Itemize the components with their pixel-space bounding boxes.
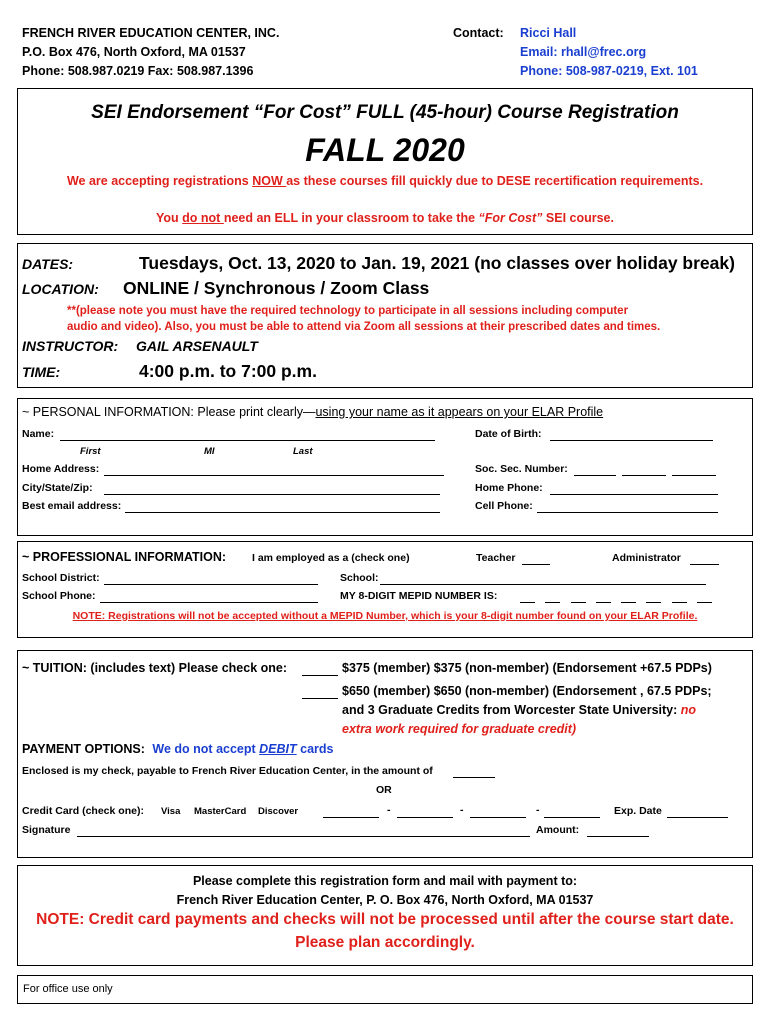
school-phone-label: School Phone: (22, 590, 96, 602)
teacher-label: Teacher (476, 552, 516, 564)
notice-ell (17, 211, 753, 225)
check-line-label: Enclosed is my check, payable to French River Education Center, in the amount of (22, 765, 433, 777)
school-district-label: School District: (22, 572, 100, 584)
time-value: 4:00 p.m. to 7:00 p.m. (139, 361, 317, 381)
tuition-option-1: $375 (member) $375 (non-member) (Endorsement +67.5 PDPs) (342, 661, 712, 675)
contact-name: Ricci Hall (520, 26, 577, 40)
mepid-digit-3[interactable] (571, 590, 586, 603)
office-use-box (17, 975, 753, 1004)
employed-label: I am employed as a (check one) (252, 552, 410, 564)
city-label: City/State/Zip: (22, 482, 93, 494)
ssn-field-2[interactable] (622, 463, 666, 476)
first-label: First (80, 446, 101, 457)
notice1-emph: NOW (252, 174, 287, 188)
mepid-digit-4[interactable] (596, 590, 611, 603)
home-address-label: Home Address: (22, 463, 100, 475)
school-field[interactable] (380, 572, 706, 585)
mastercard-option[interactable]: MasterCard (194, 806, 247, 817)
amount-label: Amount: (536, 824, 580, 836)
processing-note: NOTE: Credit card payments and checks will not be processed until after the course start date. (36, 911, 734, 928)
mepid-digit-7[interactable] (672, 590, 687, 603)
home-phone-field[interactable] (550, 482, 718, 495)
notice2-before: You (156, 211, 183, 225)
dates-label: DATES: (22, 256, 74, 272)
notice-registrations (17, 174, 753, 188)
office-use-label: For office use only (23, 983, 113, 995)
ssn-field-1[interactable] (574, 463, 616, 476)
mepid-digit-1[interactable] (520, 590, 535, 603)
card-dash-2: - (460, 804, 464, 816)
org-phone-fax: Phone: 508.987.0219 Fax: 508.987.1396 (22, 64, 254, 78)
credit-card-label: Credit Card (check one): (22, 805, 144, 817)
instructor-label: INSTRUCTOR: (22, 338, 119, 354)
mail-instructions: Please complete this registration form and mail with payment to: (192, 874, 578, 888)
mepid-digit-6[interactable] (646, 590, 661, 603)
administrator-label: Administrator (612, 552, 681, 564)
org-info (22, 24, 279, 81)
signature-label: Signature (22, 824, 71, 836)
dob-field[interactable] (550, 428, 713, 441)
ssn-label: Soc. Sec. Number: (475, 463, 568, 475)
tuition-option-2-no: no (680, 703, 697, 717)
personal-heading (22, 405, 603, 419)
exp-date-field[interactable] (667, 805, 728, 818)
discover-option[interactable]: Discover (258, 806, 299, 817)
personal-heading-text: ~ PERSONAL INFORMATION: Please print clearly— (22, 405, 316, 419)
mepid-digit-8[interactable] (697, 590, 712, 603)
org-address: P.O. Box 476, North Oxford, MA 01537 (22, 45, 246, 59)
tuition-option-2: $650 (member) $650 (non-member) (Endorsement , 67.5 PDPs; (342, 684, 712, 698)
email-field[interactable] (125, 500, 440, 513)
exp-date-label: Exp. Date (614, 805, 662, 817)
card-number-field-1[interactable] (323, 805, 379, 818)
notice1-before: We are accepting registrations (66, 174, 253, 188)
ssn-field-3[interactable] (672, 463, 716, 476)
tech-note-1: **(please note you must have the required technology to participate in all sessions including computer (67, 305, 629, 317)
home-phone-label: Home Phone: (475, 482, 543, 494)
tuition-option-2-credits-text: and 3 Graduate Credits from Worcester State University: (342, 703, 678, 717)
course-title: SEI Endorsement “For Cost” FULL (45-hour) Course Registration (91, 102, 679, 123)
debit-note-c: cards (296, 742, 334, 756)
mail-address: French River Education Center, P. O. Box 476, North Oxford, MA 01537 (176, 893, 594, 907)
name-field[interactable] (60, 428, 435, 441)
location-value: ONLINE / Synchronous / Zoom Class (123, 278, 430, 298)
notice2-middle: need an ELL in your classroom to take the (223, 211, 479, 225)
amount-field[interactable] (587, 824, 649, 837)
tech-note (67, 303, 660, 335)
notice2-after: SEI course. (542, 211, 614, 225)
notice1-after: as these courses fill quickly due to DESE recertification requirements. (286, 174, 704, 188)
signature-field[interactable] (77, 824, 530, 837)
mi-label: MI (204, 446, 215, 457)
tuition-heading: ~ TUITION: (includes text) Please check one: (22, 661, 288, 675)
notice2-emph: do not (182, 211, 224, 225)
tuition-option-2-note: extra work required for graduate credit) (342, 722, 577, 736)
notice2-course: “For Cost” (478, 211, 543, 225)
dates-value: Tuesdays, Oct. 13, 2020 to Jan. 19, 2021 (no classes over holiday break) (139, 253, 735, 273)
professional-heading: ~ PROFESSIONAL INFORMATION: (22, 550, 227, 564)
mepid-label: MY 8-DIGIT MEPID NUMBER IS: (340, 590, 498, 602)
personal-heading-underlined: using your name as it appears on your ELAR Profile (315, 405, 604, 419)
plan-accordingly-note: Please plan accordingly. (295, 934, 475, 951)
mepid-digit-5[interactable] (621, 590, 636, 603)
tech-note-2: audio and video). Also, you must be able to attend via Zoom all sessions at their prescribed dates and times. (67, 321, 661, 333)
cell-field[interactable] (537, 500, 718, 513)
contact-label: Contact: (453, 26, 504, 40)
payment-options (22, 742, 334, 756)
card-number-field-4[interactable] (544, 805, 600, 818)
tuition-option-2-credits (342, 703, 696, 717)
city-field[interactable] (104, 482, 440, 495)
mepid-digit-fields (520, 590, 712, 602)
or-label: OR (376, 784, 392, 796)
debit-note-a: We do not accept (152, 742, 260, 756)
check-amount-field[interactable] (453, 765, 495, 778)
contact-phone: Phone: 508-987-0219, Ext. 101 (520, 64, 698, 78)
school-district-field[interactable] (104, 572, 318, 585)
contact-email[interactable]: Email: rhall@frec.org (520, 45, 647, 59)
debit-note-b: DEBIT (259, 742, 297, 756)
payment-debit-note (152, 742, 333, 756)
school-phone-field[interactable] (100, 590, 318, 603)
card-dash-3: - (536, 804, 540, 816)
card-number-field-3[interactable] (470, 805, 526, 818)
dob-label: Date of Birth: (475, 428, 542, 440)
home-address-field[interactable] (104, 463, 444, 476)
instructor-value: GAIL ARSENAULT (136, 338, 258, 354)
card-number-field-2[interactable] (397, 805, 453, 818)
mepid-note: NOTE: Registrations will not be accepted without a MEPID Number, which is your 8-digit number found on your ELAR Profile. (72, 610, 698, 622)
tuition-option-1-check[interactable] (302, 661, 338, 676)
administrator-checkbox[interactable] (690, 552, 719, 565)
location-label: LOCATION: (22, 281, 99, 297)
last-label: Last (293, 446, 313, 457)
teacher-checkbox[interactable] (522, 552, 550, 565)
school-label: School: (340, 572, 379, 584)
contact-info (520, 24, 698, 81)
tuition-option-2-check[interactable] (302, 684, 338, 699)
cell-label: Cell Phone: (475, 500, 533, 512)
time-label: TIME: (22, 364, 61, 380)
name-label: Name: (22, 428, 55, 440)
email-label: Best email address: (22, 500, 122, 512)
term-title: FALL 2020 (305, 132, 465, 168)
org-name: FRENCH RIVER EDUCATION CENTER, INC. (22, 26, 280, 40)
visa-option[interactable]: Visa (161, 806, 181, 817)
card-dash-1: - (387, 804, 391, 816)
payment-options-label: PAYMENT OPTIONS: (22, 742, 145, 756)
mepid-digit-2[interactable] (545, 590, 560, 603)
